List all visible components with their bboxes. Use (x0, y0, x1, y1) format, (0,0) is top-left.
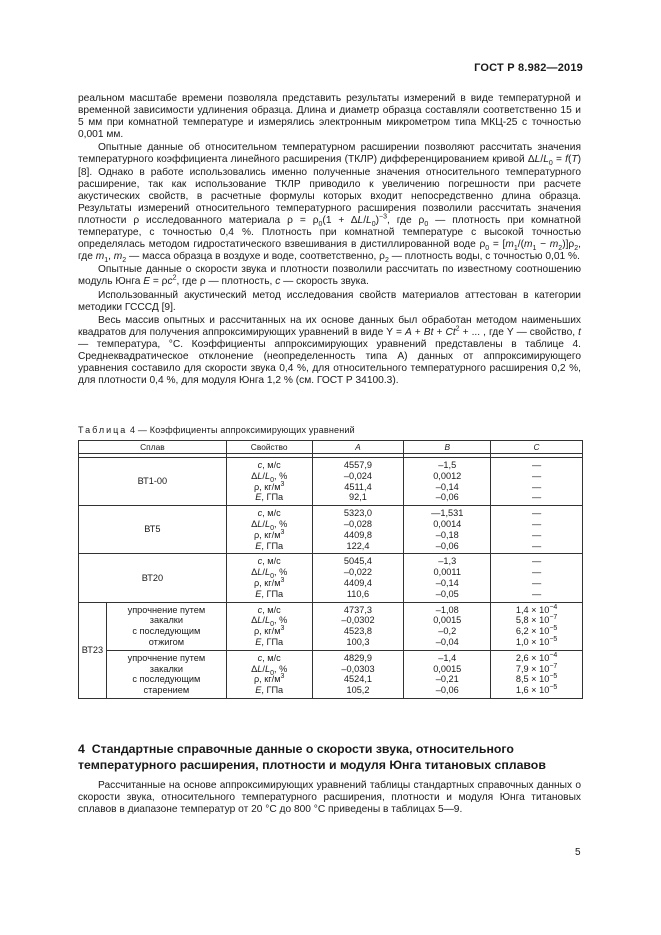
coef-a-cell: 5045,4 –0,022 4409,4 110,6 (312, 554, 404, 602)
coef-b-cell: –1,4 0,0015 –0,21 –0,06 (404, 650, 491, 698)
property-cell: с, м/с $\Delta L/L_0$, % ρ, $кг/м^3$ E, ГПа (226, 554, 312, 602)
coef-c-cell: — — — — (491, 458, 583, 506)
alloy-cell: ВТ20 (79, 554, 227, 602)
property-cell: с, м/с $\Delta L/L_0$, % ρ, $кг/м^3$ E, ГПа (226, 458, 312, 506)
coef-b-cell: –1,08 0,0015 –0,2 –0,04 (404, 602, 491, 650)
body-text (78, 93, 581, 387)
treatment-cell: упрочнение путем закалки с последующим старением (106, 650, 226, 698)
coef-b-cell: —1,531 0,0014 –0,18 –0,06 (404, 506, 491, 554)
coef-a-cell: 4829,9 –0,0303 4524,1 105,2 (312, 650, 404, 698)
alloy-cell: ВТ1-00 (79, 458, 227, 506)
paragraph-2: Опытные данные об относительном температурном расширении позволяют рассчитать значения температурного коэффициента линейного расширения (ТКЛР) дифференцированием кривой $\Delta L/L_0 = f(T)$ [8]. Однако в работе использовались именно полученные значения относительного температурного расширение, так как использование ТКЛР приводило к увеличению погрешности при расчете акустических свойств, в расчетные формулы которых входит непосредственно длина образца. Результаты измерений относительного температурного расширения позволили рассчитать значения плотности ρ исследованного материала $\rho = \rho_0(1 + \Delta L/L_0)^{-3}$, где $\rho_0$ — плотность при комнатной температуре, с точностью 0,4 %. Плотность при комнатной температуре с высокой точностью определялась методом гидростатического взвешивания в дистиллированной воде $\rho_0 = [m_1/(m_1 - m_2)]\rho_2$, где $m_1$, $m_2$ — масса образца в воздухе и воде, соответственно, $\rho_2$ — плотность воды, с точностью 0,01 %. (78, 142, 581, 265)
paragraph-4: Использованный акустический метод исследования свойств материалов аттестован в категории методики ГСССД [9]. (78, 289, 581, 313)
treatment-cell: упрочнение путем закалки с последующим отжигом (106, 602, 226, 650)
section-heading: 4 Стандартные справочные данные о скорости звука, относительного температурного расширения, плотности и модуля Юнга титановых сплавов (78, 742, 546, 772)
alloy-cell: ВТ5 (79, 506, 227, 554)
table-row (79, 458, 583, 506)
property-cell: с, м/с $\Delta L/L_0$, % ρ, $кг/м^3$ E, ГПа (226, 650, 312, 698)
coef-c-cell: — — — — (491, 554, 583, 602)
coef-b-cell: –1,3 0,0011 –0,14 –0,05 (404, 554, 491, 602)
table-caption: Таблица 4 — Коэффициенты аппроксимирующих уравнений (78, 425, 355, 435)
coefficients-table (78, 440, 583, 699)
table-row (79, 506, 583, 554)
property-cell: с, м/с $\Delta L/L_0$, % ρ, $кг/м^3$ E, ГПа (226, 506, 312, 554)
table-row (79, 650, 583, 698)
header-alloy: Сплав (79, 441, 227, 454)
coef-a-cell: 5323,0 –0,028 4409,8 122,4 (312, 506, 404, 554)
document-header: ГОСТ Р 8.982—2019 (474, 62, 583, 74)
coef-c-cell: $1,4 \times 10^{-4}$ $5,8 \times 10^{-7}$ $6,2 \times 10^{-5}$ $1,0 \times 10^{-5}$ (491, 602, 583, 650)
header-a: A (312, 441, 404, 454)
coef-c-cell: $2,6 \times 10^{-4}$ $7,9 \times 10^{-7}$ $8,5 \times 10^{-5}$ $1,6 \times 10^{-5}$ (491, 650, 583, 698)
coef-a-cell: 4737,3 –0,0302 4523,8 100,3 (312, 602, 404, 650)
paragraph-3: Опытные данные о скорости звука и плотности позволили рассчитать по известному соотношению модуль Юнга $E = \rho c^2$, где ρ — плотность, c — скорость звука. (78, 264, 581, 288)
table-row (79, 602, 583, 650)
table-row (79, 554, 583, 602)
paragraph-5: Весь массив опытных и рассчитанных на их основе данных был обработан методом наименьших квадратов для получения аппроксимирующих уравнений в виде $Y = A + Bt + Ct^2$ + ... , где Y — свойство, t — температура, °С. Коэффициенты аппроксимирующих уравнений представлены в таблице 4. Среднеквадратическое отклонение (неопределенность типа А) данных от аппроксимирующего уравнения составило для скорости звука 0,4 %, для относительного температурного расширения 0,2 %, для плотности 0,4 %, для модуля Юнга 1,2 % (см. ГОСТ Р 34100.3). (78, 314, 581, 387)
final-text (78, 780, 581, 816)
paragraph-1: реальном масштабе времени позволяла представить результаты измерений в виде температурной и временной зависимости удлинения образца. Длина и диаметр образца составляли соответственно 15 и 5 мм при комнатной температуре и измерялись электронным микрометром типа МКЦ-25 с точностью 0,001 мм. (78, 93, 581, 141)
coef-c-cell: — — — — (491, 506, 583, 554)
table-body (79, 458, 583, 699)
header-c: C (491, 441, 583, 454)
header-property: Свойство (226, 441, 312, 454)
coef-a-cell: 4557,9 –0,024 4511,4 92,1 (312, 458, 404, 506)
property-cell: с, м/с $\Delta L/L_0$, % ρ, $кг/м^3$ E, ГПа (226, 602, 312, 650)
alloy-cell: ВТ23 (79, 602, 107, 698)
final-paragraph: Рассчитанные на основе аппроксимирующих уравнений таблицы стандартных справочных данных о скорости звука, относительного температурного расширения, плотности и модуля Юнга титановых сплавов в диапазоне температур от 20 °С до 800 °С приведены в таблицах 5—9. (78, 780, 581, 816)
header-b: B (404, 441, 491, 454)
coef-b-cell: –1,5 0,0012 –0,14 –0,06 (404, 458, 491, 506)
page-number: 5 (575, 847, 581, 858)
